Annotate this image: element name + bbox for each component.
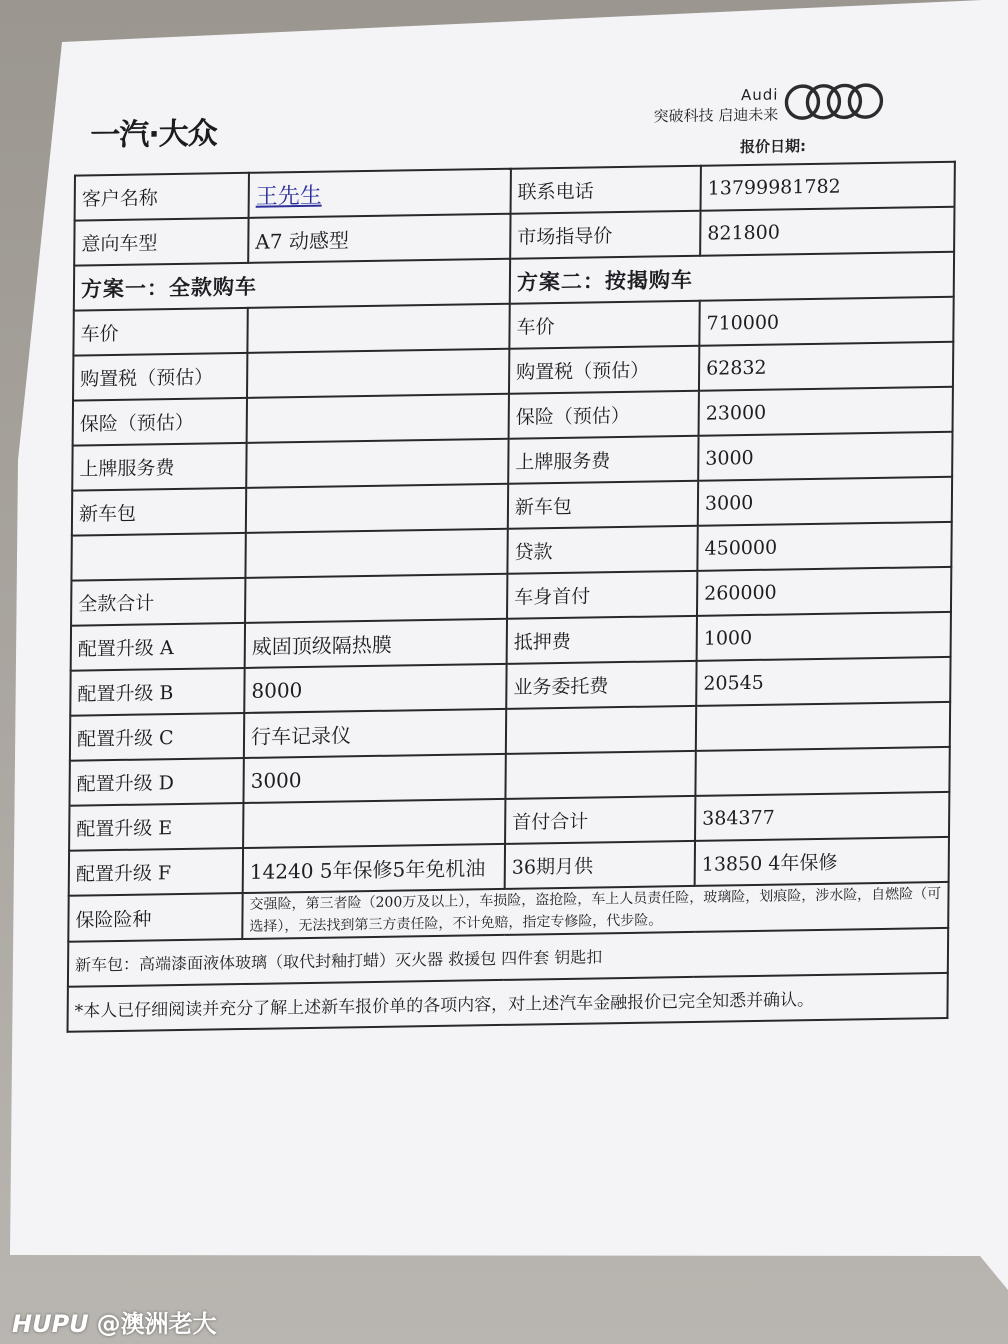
watermark-author: @澳洲老大 (96, 1310, 217, 1338)
plan1-row-value (246, 484, 508, 533)
plan1-row-label: 配置升级 C (70, 713, 244, 761)
plan1-row-value: 行车记录仪 (244, 709, 506, 758)
plan1-title: 方案一：全款购车 (74, 259, 510, 311)
plan2-row-label: 抵押费 (507, 616, 697, 664)
plan2-row-value: 62832 (699, 342, 953, 391)
quote-form (35, 83, 956, 1158)
plan1-row-value (243, 799, 505, 848)
insurance-label: 保险险种 (68, 893, 242, 942)
plan2-row-label: 首付合计 (505, 796, 695, 844)
plan1-row-value (247, 349, 509, 398)
plan2-row-label: 业务委托费 (506, 661, 696, 709)
plan1-row-value: 14240 5年保修5年免机油 (243, 844, 505, 893)
plan1-row-value (247, 394, 509, 443)
plan2-row-value: 20545 (696, 657, 950, 706)
plan1-row-label: 新车包 (72, 488, 246, 536)
plan2-row-label: 保险（预估） (509, 391, 699, 439)
plan2-title: 方案二：按揭购车 (510, 252, 954, 304)
confirmation-statement: *本人已仔细阅读并充分了解上述新车报价单的各项内容，对上述汽车金融报价已完全知悉并确认。 (68, 973, 948, 1032)
plan2-row-label: 新车包 (508, 481, 698, 529)
customer-name-text: 王先生 (255, 183, 322, 210)
plan1-row-label (71, 533, 245, 581)
plan1-row-label: 配置升级 A (71, 623, 245, 671)
msrp-value: 821800 (700, 207, 954, 256)
plan2-row-label (505, 751, 695, 799)
plan2-row-label (506, 706, 696, 754)
audi-slogan: 突破科技 启迪未来 (653, 105, 779, 126)
customer-name-value (249, 169, 511, 218)
watermark-site: HUPU (12, 1310, 89, 1338)
phone-label: 联系电话 (511, 166, 701, 214)
plan1-row-label: 配置升级 D (69, 758, 243, 806)
plan2-row-value: 384377 (695, 792, 949, 841)
plan1-row-value (246, 439, 508, 488)
plan2-row-label: 上牌服务费 (508, 436, 698, 484)
plan1-row-label: 购置税（预估） (73, 353, 247, 401)
audi-wordmark: Audi (740, 85, 779, 105)
plan2-row-label: 贷款 (507, 526, 697, 574)
model-label: 意向车型 (74, 218, 248, 266)
hupu-watermark (12, 1304, 217, 1339)
quote-date-label: 报价日期: (739, 137, 807, 157)
customer-name-label: 客户名称 (75, 173, 249, 221)
plan2-row-value: 1000 (697, 612, 951, 661)
insurance-text: 交强险，第三者险（200万及以上），车损险，盗抢险，车上人员责任险，玻璃险，划痕险，涉水险，自燃险（可选择），无法找到第三方责任险，不计免赔，指定专修险，代步险。 (249, 886, 942, 935)
plan1-row-value (245, 529, 507, 578)
quote-date-value (810, 134, 856, 153)
plan2-row-value (695, 747, 949, 796)
plan2-row-label: 车价 (509, 301, 699, 349)
plan2-row-value: 260000 (697, 567, 951, 616)
plan1-row-label: 全款合计 (71, 578, 245, 626)
plan1-row-label: 配置升级 B (70, 668, 244, 716)
plan1-row-value (247, 304, 509, 353)
plan2-row-value: 710000 (699, 297, 953, 346)
quote-table (67, 161, 956, 1033)
plan1-row-label: 上牌服务费 (72, 443, 246, 491)
plan2-row-label: 车身首付 (507, 571, 697, 619)
plan2-row-label: 36期月供 (505, 841, 695, 889)
faw-vw-logo: 一汽·大众 (90, 116, 217, 154)
plan1-row-label: 配置升级 F (69, 848, 243, 896)
plan1-row-label: 配置升级 E (69, 803, 243, 851)
plan2-row-value (696, 702, 950, 751)
plan2-row-value: 23000 (699, 387, 953, 436)
msrp-label: 市场指导价 (510, 211, 700, 259)
plan1-row-value: 威固顶级隔热膜 (245, 619, 507, 668)
new-car-pack-note: 新车包：高端漆面液体玻璃（取代封釉打蜡）灭火器 救援包 四件套 钥匙扣 (68, 928, 948, 987)
plan2-row-value: 3000 (698, 432, 952, 481)
plan2-row-value: 450000 (697, 522, 951, 571)
plan1-row-label: 保险（预估） (73, 398, 247, 446)
model-value: A7 动感型 (248, 214, 510, 263)
plan1-row-value: 3000 (243, 754, 505, 803)
phone-value: 13799981782 (701, 162, 955, 211)
plan1-row-value (245, 574, 507, 623)
plan2-row-value: 13850 4年保修 (695, 837, 949, 886)
plan1-row-label: 车价 (73, 308, 247, 356)
audi-rings-icon (782, 78, 886, 126)
plan1-row-value: 8000 (244, 664, 506, 713)
plan2-row-label: 购置税（预估） (509, 346, 699, 394)
plan2-row-value: 3000 (698, 477, 952, 526)
